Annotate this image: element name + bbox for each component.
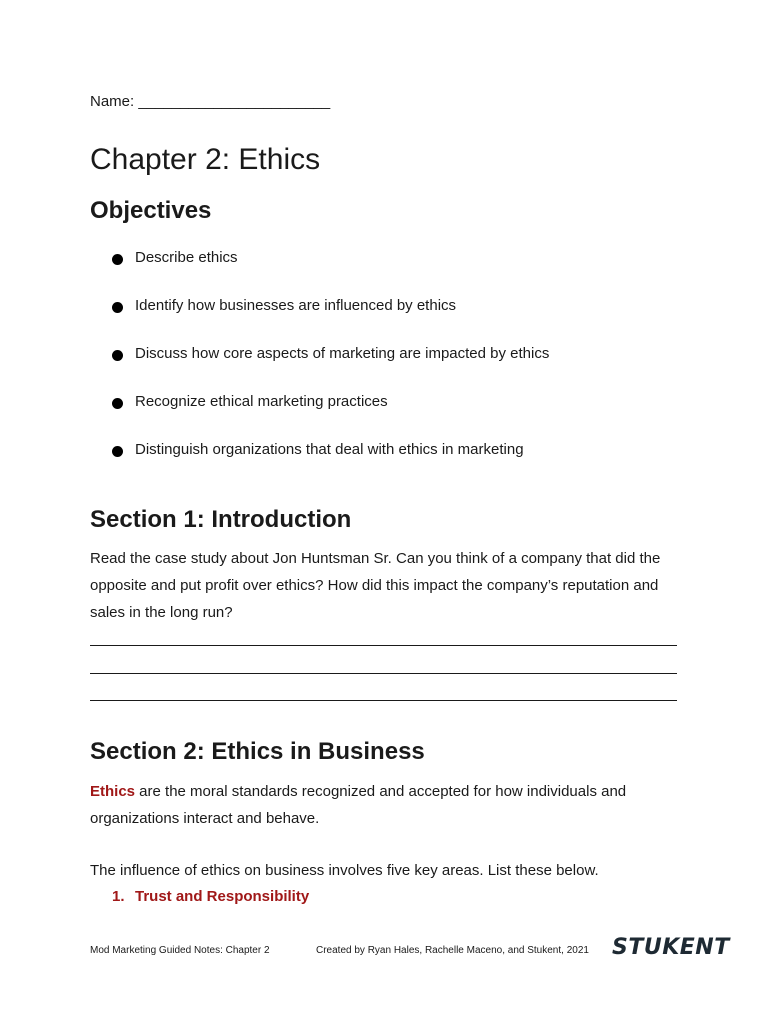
definition-text: are the moral standards recognized and accepted for how individuals and organizations interact and behave. <box>90 783 627 827</box>
objective-text: Recognize ethical marketing practices <box>135 393 388 410</box>
bullet-icon <box>112 302 123 313</box>
objectives-heading: Objectives <box>90 197 212 224</box>
section-2-instruction: The influence of ethics on business involves five key areas. List these below. <box>90 862 599 879</box>
list-number: 1. <box>112 888 125 905</box>
bullet-icon <box>112 398 123 409</box>
stukent-logo: STUKENT <box>612 935 730 960</box>
objective-text: Distinguish organizations that deal with ethics in marketing <box>135 441 524 458</box>
definition-term: Ethics <box>90 783 136 800</box>
answer-line[interactable] <box>90 674 677 702</box>
footer-credits: Created by Ryan Hales, Rachelle Maceno, and Stukent, 2021 <box>316 945 589 956</box>
list-item <box>112 393 549 441</box>
bullet-icon <box>112 446 123 457</box>
objective-text: Describe ethics <box>135 249 238 266</box>
section-1-heading: Section 1: Introduction <box>90 506 352 533</box>
list-item <box>112 297 549 345</box>
chapter-title: Chapter 2: Ethics <box>90 143 321 176</box>
objective-text: Identify how businesses are influenced by ethics <box>135 297 457 314</box>
key-areas-list <box>112 888 309 905</box>
bullet-icon <box>112 350 123 361</box>
footer-course-title: Mod Marketing Guided Notes: Chapter 2 <box>90 945 270 956</box>
objectives-list <box>112 249 549 489</box>
list-item <box>112 345 549 393</box>
answer-lines[interactable] <box>90 645 677 701</box>
name-field-label: Name: _______________________ <box>90 93 331 110</box>
key-area-text: Trust and Responsibility <box>135 888 310 905</box>
section-2-heading: Section 2: Ethics in Business <box>90 738 425 765</box>
objective-text: Discuss how core aspects of marketing are impacted by ethics <box>135 345 550 362</box>
section-1-prompt: Read the case study about Jon Huntsman Sr. Can you think of a company that did the opposite and put profit over ethics? How did this impact the company’s reputation and sales in the long run? <box>90 550 661 621</box>
answer-line[interactable] <box>90 646 677 674</box>
bullet-icon <box>112 254 123 265</box>
list-item <box>112 888 309 905</box>
list-item <box>112 249 549 297</box>
list-item <box>112 441 549 489</box>
ethics-definition <box>90 778 680 832</box>
